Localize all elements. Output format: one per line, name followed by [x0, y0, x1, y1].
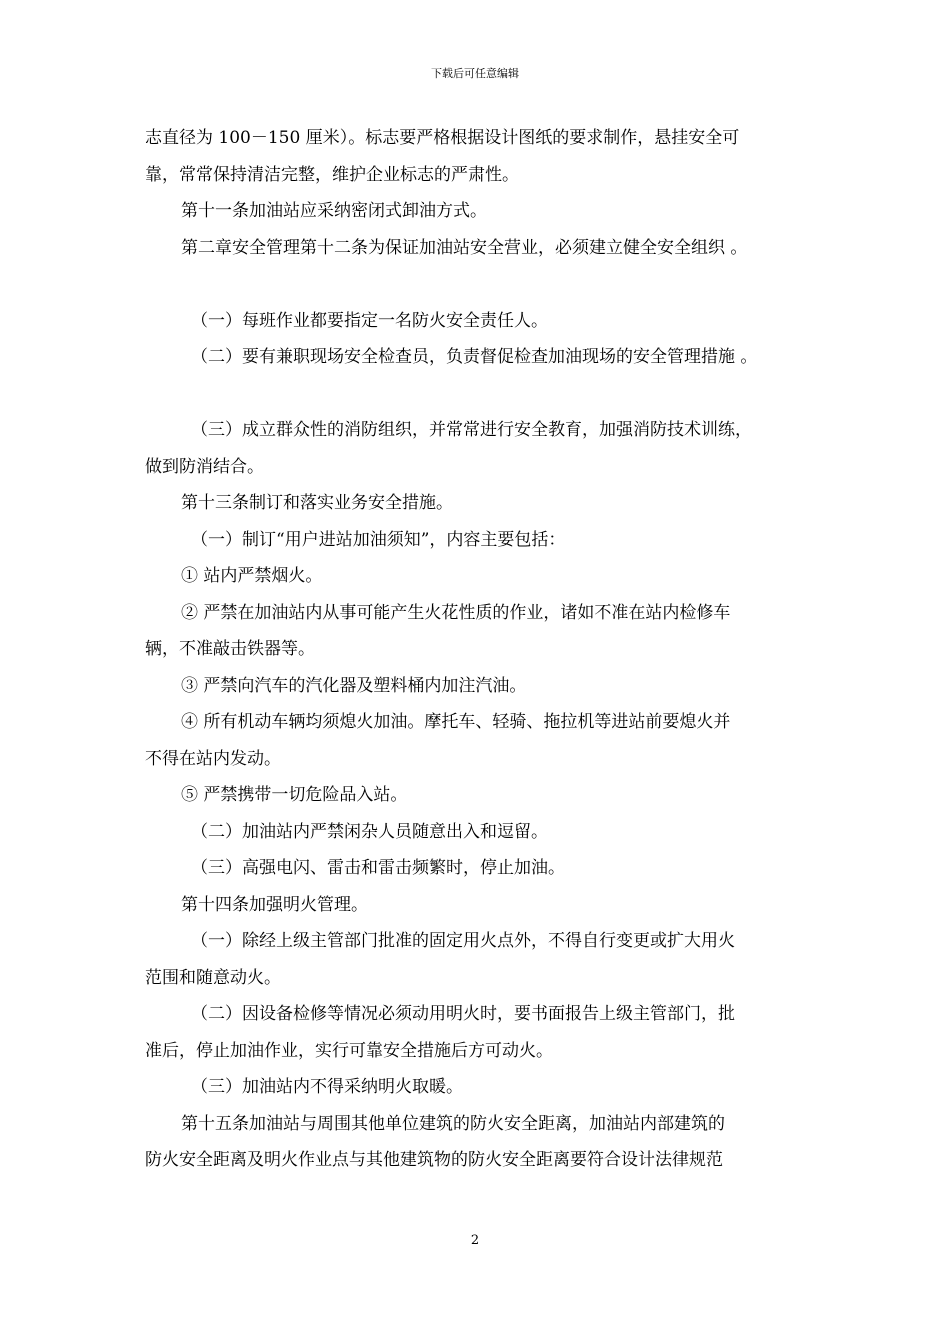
- list-item: （三）高强电闪、雷击和雷击频繁时，停止加油。: [191, 858, 565, 878]
- paragraph-line: 防火安全距离及明火作业点与其他建筑物的防火安全距离要符合设计法律规范: [145, 1150, 723, 1170]
- rule-item: ③ 严禁向汽车的汽化器及塑料桶内加注汽油。: [181, 675, 527, 696]
- list-item: （二）加油站内严禁闲杂人员随意出入和逗留。: [191, 821, 548, 842]
- list-item: （一）每班作业都要指定一名防火安全责任人。: [191, 310, 548, 331]
- list-item: （一）除经上级主管部门批准的固定用火点外，不得自行变更或扩大用火: [191, 931, 735, 951]
- paragraph-line: 靠，常常保持清洁完整，维护企业标志的严肃性。: [145, 164, 519, 185]
- article-13: 第十三条制订和落实业务安全措施。: [181, 493, 453, 513]
- list-item: （一）制订“用户进站加油须知”，内容主要包括：: [191, 529, 566, 550]
- paragraph-line: 志直径为 100－150 厘米）。标志要严格根据设计图纸的要求制作，悬挂安全可: [145, 128, 740, 148]
- page-header: 下载后可任意编辑: [431, 67, 519, 80]
- article-15: 第十五条加油站与周围其他单位建筑的防火安全距离，加油站内部建筑的: [181, 1113, 725, 1134]
- rule-item: ④ 所有机动车辆均须熄火加油。摩托车、轻骑、拖拉机等进站前要熄火并: [181, 712, 731, 732]
- list-item: （三）加油站内不得采纳明火取暖。: [191, 1077, 463, 1097]
- paragraph-line: 不得在站内发动。: [145, 748, 281, 769]
- rule-item: ② 严禁在加油站内从事可能产生火花性质的作业，诸如不准在站内检修车: [181, 602, 731, 623]
- list-item: （三）成立群众性的消防组织，并常常进行安全教育，加强消防技术训练，: [191, 420, 752, 440]
- paragraph-line: 做到防消结合。: [145, 456, 264, 477]
- paragraph-line: 辆，不准敲击铁器等。: [145, 639, 315, 659]
- paragraph-line: 准后，停止加油作业，实行可靠安全措施后方可动火。: [145, 1040, 553, 1061]
- article-11: 第十一条加油站应采纳密闭式卸油方式。: [181, 201, 487, 221]
- rule-item: ⑤ 严禁携带一切危险品入站。: [181, 785, 408, 805]
- article-14: 第十四条加强明火管理。: [181, 894, 368, 915]
- rule-item: ① 站内严禁烟火。: [181, 566, 323, 586]
- page-number: 2: [470, 1233, 480, 1248]
- document-body: [145, 120, 815, 1179]
- paragraph-line: 范围和随意动火。: [145, 967, 281, 988]
- list-item: （二）要有兼职现场安全检查员，负责督促检查加油现场的安全管理措施 。: [191, 347, 758, 367]
- blank-line: [145, 376, 815, 413]
- chapter-2-article-12: 第二章安全管理第十二条为保证加油站安全营业，必须建立健全安全组织 。: [181, 237, 748, 258]
- list-item: （二）因设备检修等情况必须动用明火时，要书面报告上级主管部门，批: [191, 1004, 735, 1024]
- blank-line: [145, 266, 815, 303]
